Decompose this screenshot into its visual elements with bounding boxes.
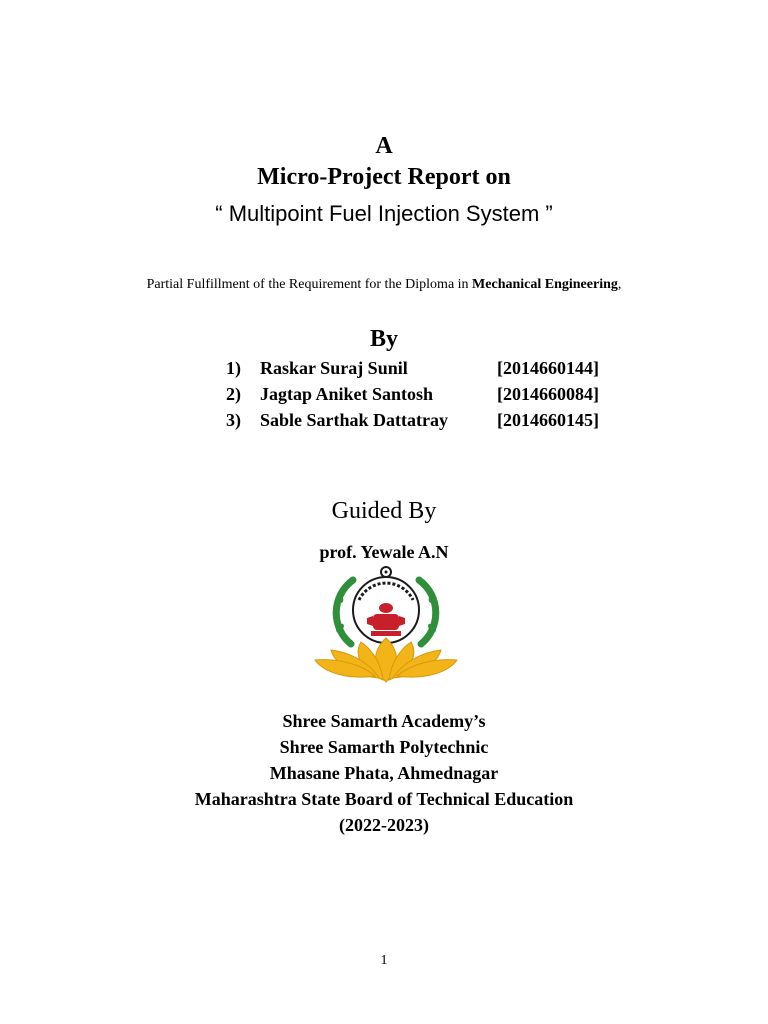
- fulfillment-statement: [0, 277, 768, 293]
- member-number: 1): [226, 358, 241, 378]
- member-number: 2): [226, 384, 241, 404]
- member-roll-number: [2014660145]: [497, 410, 599, 430]
- member-row: [226, 384, 626, 410]
- cover-letter-a: A: [375, 133, 393, 159]
- by-heading: By: [369, 326, 398, 352]
- fulfillment-text: Partial Fulfillment of the Requirement for the Diploma in: [146, 277, 473, 292]
- guide-name: prof. Yewale A.N: [319, 542, 449, 562]
- member-roll-number: [2014660084]: [497, 384, 599, 404]
- academic-year: (2022-2023): [339, 815, 429, 835]
- guided-by-heading: Guided By: [331, 498, 437, 524]
- member-row: [226, 358, 626, 384]
- institution-location: Mhasane Phata, Ahmednagar: [269, 763, 499, 783]
- board-name: Maharashtra State Board of Technical Education: [194, 789, 574, 809]
- member-name: Sable Sarthak Dattatray: [260, 410, 448, 430]
- member-roll-number: [2014660144]: [497, 358, 599, 378]
- academy-name: Shree Samarth Academy’s: [282, 711, 486, 731]
- member-number: 3): [226, 410, 241, 430]
- page-number: 1: [380, 953, 388, 968]
- member-list: [226, 358, 626, 436]
- member-row: [226, 410, 626, 436]
- member-name: Raskar Suraj Sunil: [260, 358, 408, 378]
- report-subtitle: “ Multipoint Fuel Injection System ”: [215, 201, 553, 226]
- member-name: Jagtap Aniket Santosh: [260, 384, 434, 404]
- polytechnic-name: Shree Samarth Polytechnic: [279, 737, 489, 757]
- report-title: Micro-Project Report on: [257, 164, 511, 190]
- fulfillment-branch: Mechanical Engineering: [472, 277, 618, 292]
- fulfillment-suffix: ,: [617, 277, 622, 292]
- msbte-emblem-icon: [313, 566, 459, 686]
